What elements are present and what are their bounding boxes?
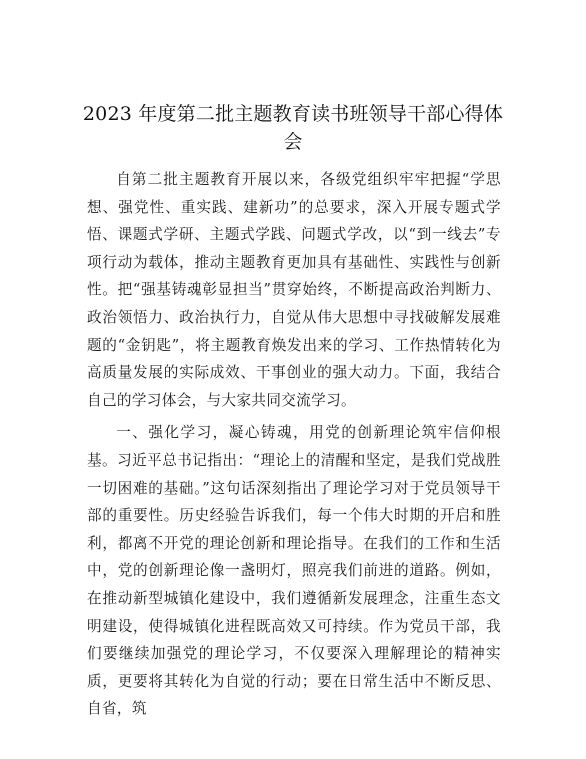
document-title: 2023 年度第二批主题教育读书班领导干部心得体会 [82, 103, 504, 153]
paragraph-section-one: 一、强化学习，凝心铸魂，用党的创新理论筑牢信仰根基。习近平总书记指出：“理论上的清醒和坚定，是我们党战胜一切困难的基础。”这句话深刻指出了理论学习对于党员领导干部的重要性。历史经验告诉我们，每一个伟大时期的开启和胜利，都离不开党的理论创新和理论指导。在我们的工作和生活中，党的创新理论像一盏明灯，照亮我们前进的道路。例如，在推动新型城镇化建设中，我们遵循新发展理念，注重生态文明建设，使得城镇化进程既高效又可持续。作为党员干部，我们要继续加强党的理论学习，不仅要深入理解理论的精神实质，更要将其转化为自觉的行动；要在日常生活中不断反思、自省，筑 [87, 424, 501, 718]
document-body [87, 166, 501, 723]
paragraph-intro: 自第二批主题教育开展以来，各级党组织牢牢把握“学思想、强党性、重实践、建新功”的总要求，深入开展专题式学悟、课题式学研、主题式学践、问题式学改，以“到一线去”专项行动为载体，推动主题教育更加具有基础性、实践性与创新性。把“强基铸魂彰显担当”贯穿始终，不断提高政治判断力、政治领悟力、政治执行力，自觉从伟大思想中寻找破解发展难题的“金钥匙”，将主题教育焕发出来的学习、工作热情转化为高质量发展的实际成效、干事创业的强大动力。下面，我结合自己的学习体会，与大家共同交流学习。 [87, 171, 501, 409]
